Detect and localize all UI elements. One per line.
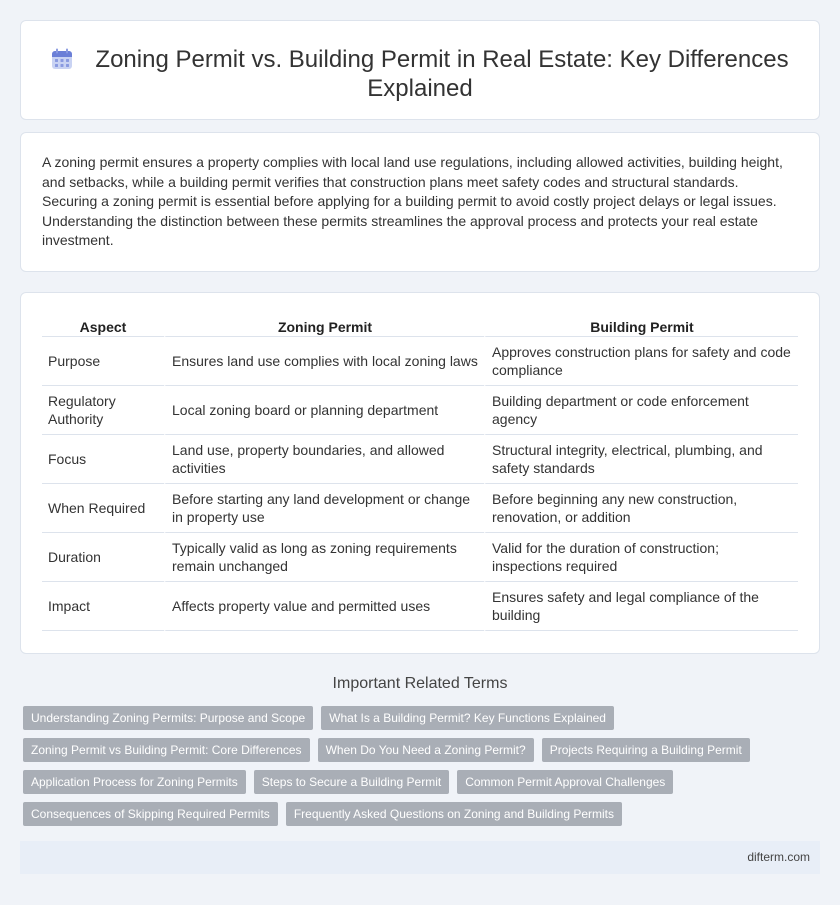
cell-zoning: Before starting any land development or change in property use xyxy=(164,484,484,533)
cell-aspect: Focus xyxy=(42,435,164,484)
title-wrap xyxy=(21,45,819,103)
table-row xyxy=(42,582,798,631)
table-row xyxy=(42,484,798,533)
related-term-link[interactable]: When Do You Need a Zoning Permit? xyxy=(318,738,534,762)
related-term-link[interactable]: Common Permit Approval Challenges xyxy=(457,770,673,794)
related-term-link[interactable]: Zoning Permit vs Building Permit: Core Differences xyxy=(23,738,310,762)
tag-row xyxy=(23,738,803,762)
table-row xyxy=(42,337,798,386)
header-aspect: Aspect xyxy=(42,315,164,337)
comparison-table xyxy=(42,315,798,631)
related-term-link[interactable]: Projects Requiring a Building Permit xyxy=(542,738,750,762)
table-row xyxy=(42,435,798,484)
cell-building: Approves construction plans for safety and code compliance xyxy=(484,337,798,386)
cell-aspect: Regulatory Authority xyxy=(42,386,164,435)
related-terms-list xyxy=(23,706,803,834)
related-term-link[interactable]: What Is a Building Permit? Key Functions Explained xyxy=(321,706,614,730)
tag-row xyxy=(23,802,803,826)
related-terms-heading: Important Related Terms xyxy=(332,675,508,692)
cell-zoning: Local zoning board or planning department xyxy=(164,386,484,435)
cell-zoning: Affects property value and permitted uses xyxy=(164,582,484,631)
related-term-link[interactable]: Steps to Secure a Building Permit xyxy=(254,770,449,794)
footer xyxy=(20,841,820,874)
header-building-permit: Building Permit xyxy=(484,315,798,337)
related-term-link[interactable]: Understanding Zoning Permits: Purpose and Scope xyxy=(23,706,313,730)
table-row xyxy=(42,533,798,582)
cell-zoning: Land use, property boundaries, and allowed activities xyxy=(164,435,484,484)
page-title: Zoning Permit vs. Building Permit in Real Estate: Key Differences Explained xyxy=(95,46,789,102)
related-term-link[interactable]: Application Process for Zoning Permits xyxy=(23,770,246,794)
comparison-table-card xyxy=(20,292,820,654)
related-term-link[interactable]: Consequences of Skipping Required Permits xyxy=(23,802,278,826)
cell-aspect: Duration xyxy=(42,533,164,582)
calendar-icon xyxy=(51,48,73,70)
table-header-row xyxy=(42,315,798,337)
cell-aspect: Impact xyxy=(42,582,164,631)
cell-building: Valid for the duration of construction; inspections required xyxy=(484,533,798,582)
intro-paragraph: A zoning permit ensures a property complies with local land use regulations, including allowed activities, building height, and setbacks, while a building permit verifies that construction plans meet safety codes and structural standards. Securing a zoning permit is essential before applying for a building permit to avoid costly project delays or legal issues. Understanding the distinction between these permits streamlines the approval process and protects your real estate investment. xyxy=(42,154,783,249)
cell-zoning: Typically valid as long as zoning requirements remain unchanged xyxy=(164,533,484,582)
cell-building: Ensures safety and legal compliance of the building xyxy=(484,582,798,631)
cell-building: Before beginning any new construction, renovation, or addition xyxy=(484,484,798,533)
header-zoning-permit: Zoning Permit xyxy=(164,315,484,337)
tag-row xyxy=(23,770,803,794)
cell-building: Building department or code enforcement agency xyxy=(484,386,798,435)
cell-aspect: Purpose xyxy=(42,337,164,386)
footer-site-name: difterm.com xyxy=(747,850,810,864)
intro-card xyxy=(20,132,820,272)
tag-row xyxy=(23,706,803,730)
cell-aspect: When Required xyxy=(42,484,164,533)
header-card xyxy=(20,20,820,120)
cell-zoning: Ensures land use complies with local zoning laws xyxy=(164,337,484,386)
cell-building: Structural integrity, electrical, plumbing, and safety standards xyxy=(484,435,798,484)
related-term-link[interactable]: Frequently Asked Questions on Zoning and Building Permits xyxy=(286,802,622,826)
table-row xyxy=(42,386,798,435)
